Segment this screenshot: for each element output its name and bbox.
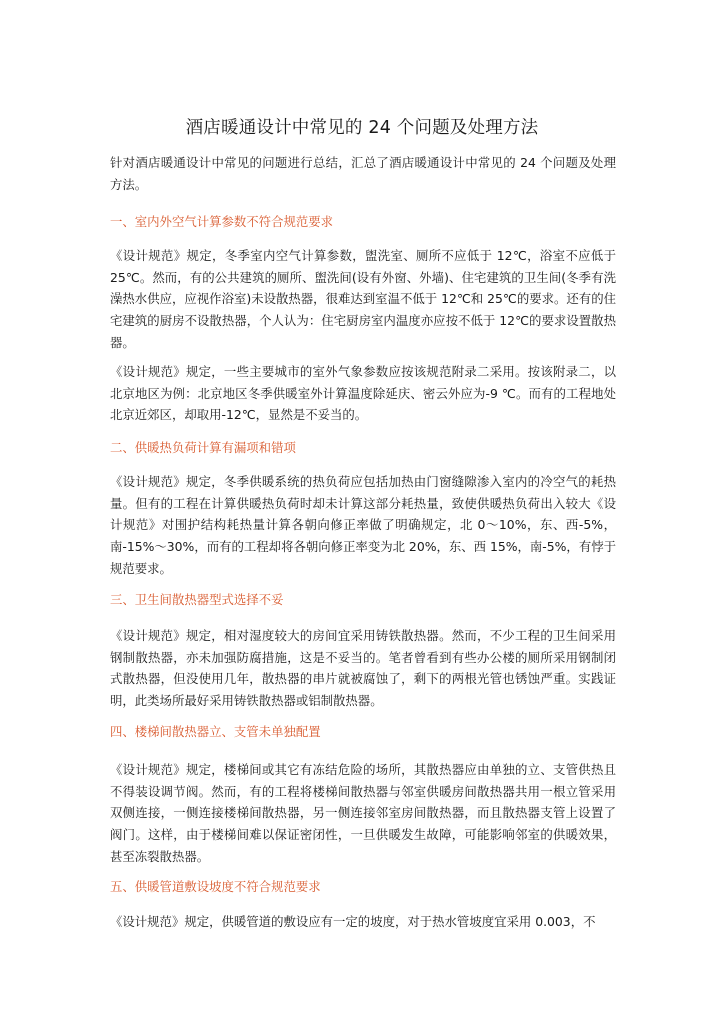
section-1-paragraph-1: 《设计规范》规定，冬季室内空气计算参数，盥洗室、厕所不应低于 12℃，浴室不应低于 25℃。然而，有的公共建筑的厕所、盥洗间(设有外窗、外墙)、住宅建筑的卫生间(冬季有洗澡热水供应，应视作浴室)未设散热器，很难达到室温不低于 12℃和 25℃的要求。还有的住宅建筑的厨房不设散热器，个人认为：住宅厨房室内温度亦应按不低于 12℃的要求设置散热器。 — [110, 248, 616, 350]
section-3-heading: 三、卫生间散热器型式选择不妥 — [110, 592, 284, 607]
section-5-heading: 五、供暖管道敷设坡度不符合规范要求 — [110, 879, 321, 894]
section-5-paragraph-1: 《设计规范》规定，供暖管道的敷设应有一定的坡度，对于热水管坡度宜采用 0.003，不 — [110, 914, 596, 929]
section-2-heading: 二、供暖热负荷计算有漏项和错项 — [110, 440, 296, 455]
section-1-paragraph-2: 《设计规范》规定，一些主要城市的室外气象参数应按该规范附录二采用。按该附录二，以北京地区为例：北京地区冬季供暖室外计算温度除延庆、密云外应为-9 ℃。而有的工程地处北京近郊区，却取用-12℃，显然是不妥当的。 — [110, 364, 616, 423]
page-title: 酒店暖通设计中常见的 24 个问题及处理方法 — [185, 117, 539, 138]
section-3-paragraph-1: 《设计规范》规定，相对湿度较大的房间宜采用铸铁散热器。然而，不少工程的卫生间采用钢制散热器，亦未加强防腐措施，这是不妥当的。笔者曾看到有些办公楼的厕所采用钢制闭式散热器，但没使用几年，散热器的串片就被腐蚀了，剩下的两根光管也锈蚀严重。实践证明，此类场所最好采用铸铁散热器或铝制散热器。 — [110, 628, 616, 709]
intro-paragraph: 针对酒店暖通设计中常见的问题进行总结，汇总了酒店暖通设计中常见的 24 个问题及处理方法。 — [110, 155, 616, 192]
section-4-paragraph-1: 《设计规范》规定，楼梯间或其它有冻结危险的场所，其散热器应由单独的立、支管供热且不得装设调节阀。然而，有的工程将楼梯间散热器与邻室供暖房间散热器共用一根立管采用双侧连接，一侧连接楼梯间散热器，另一侧连接邻室房间散热器，而且散热器支管上设置了阀门。这样，由于楼梯间难以保证密闭性，一旦供暖发生故障，可能影响邻室的供暖效果，甚至冻裂散热器。 — [110, 762, 616, 864]
section-1-heading: 一、室内外空气计算参数不符合规范要求 — [110, 214, 334, 229]
section-2-paragraph-1: 《设计规范》规定，冬季供暖系统的热负荷应包括加热由门窗缝隙渗入室内的冷空气的耗热量。但有的工程在计算供暖热负荷时却未计算这部分耗热量，致使供暖热负荷出入较大《设计规范》对围护结构耗热量计算各朝向修正率做了明确规定，北 0～10%，东、西-5%，南-15%～30%，而有的工程却将各朝向修正率变为北 20%，东、西 15%，南-5%，有悖于规范要求。 — [110, 474, 616, 576]
section-4-heading: 四、楼梯间散热器立、支管未单独配置 — [110, 724, 321, 739]
